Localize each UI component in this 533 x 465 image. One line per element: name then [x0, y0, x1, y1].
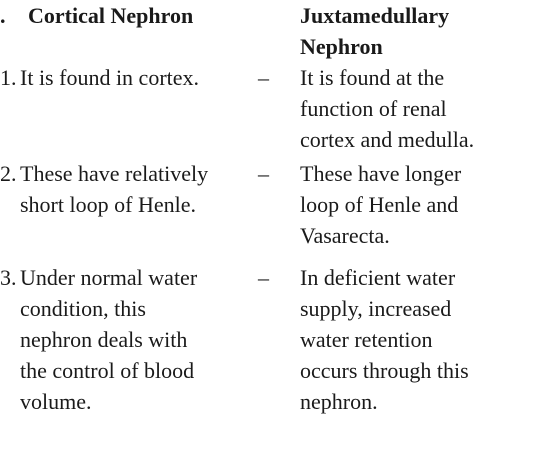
- separator-dash: –: [258, 161, 269, 186]
- text-line: condition, this: [20, 296, 146, 321]
- text-line: These have longer: [300, 161, 462, 186]
- text-line: In deficient water: [300, 265, 456, 290]
- header-line: Juxtamedullary: [300, 3, 450, 28]
- cortical-text: [20, 158, 252, 220]
- text-line: Vasarecta.: [300, 223, 390, 248]
- text-line: It is found in cortex.: [20, 65, 200, 90]
- text-line: Under normal water: [20, 265, 198, 290]
- text-line: the control of blood: [20, 358, 195, 383]
- text-line: water retention: [300, 327, 433, 352]
- juxtamedullary-text: [300, 62, 528, 155]
- text-line: occurs through this: [300, 358, 469, 383]
- juxtamedullary-text: [300, 158, 528, 251]
- text-line: cortex and medulla.: [300, 127, 475, 152]
- row-number: 2.: [0, 161, 17, 186]
- row-number: 3.: [0, 265, 17, 290]
- cortical-text: [20, 262, 252, 417]
- header-line: Nephron: [300, 34, 383, 59]
- text-line: volume.: [20, 389, 92, 414]
- cortical-text: [20, 62, 252, 93]
- text-line: nephron deals with: [20, 327, 188, 352]
- juxtamedullary-text: [300, 262, 528, 417]
- header-juxtamedullary-nephron: [300, 0, 449, 62]
- separator-dash: –: [258, 65, 269, 90]
- text-line: function of renal: [300, 96, 447, 121]
- row-number: 1.: [0, 65, 17, 90]
- text-line: short loop of Henle.: [20, 192, 196, 217]
- text-line: It is found at the: [300, 65, 445, 90]
- text-line: loop of Henle and: [300, 192, 459, 217]
- text-line: supply, increased: [300, 296, 452, 321]
- text-line: These have relatively: [20, 161, 209, 186]
- separator-dash: –: [258, 265, 269, 290]
- text-line: nephron.: [300, 389, 378, 414]
- header-marker: .: [0, 3, 6, 28]
- header-cortical-nephron: Cortical Nephron: [28, 3, 194, 28]
